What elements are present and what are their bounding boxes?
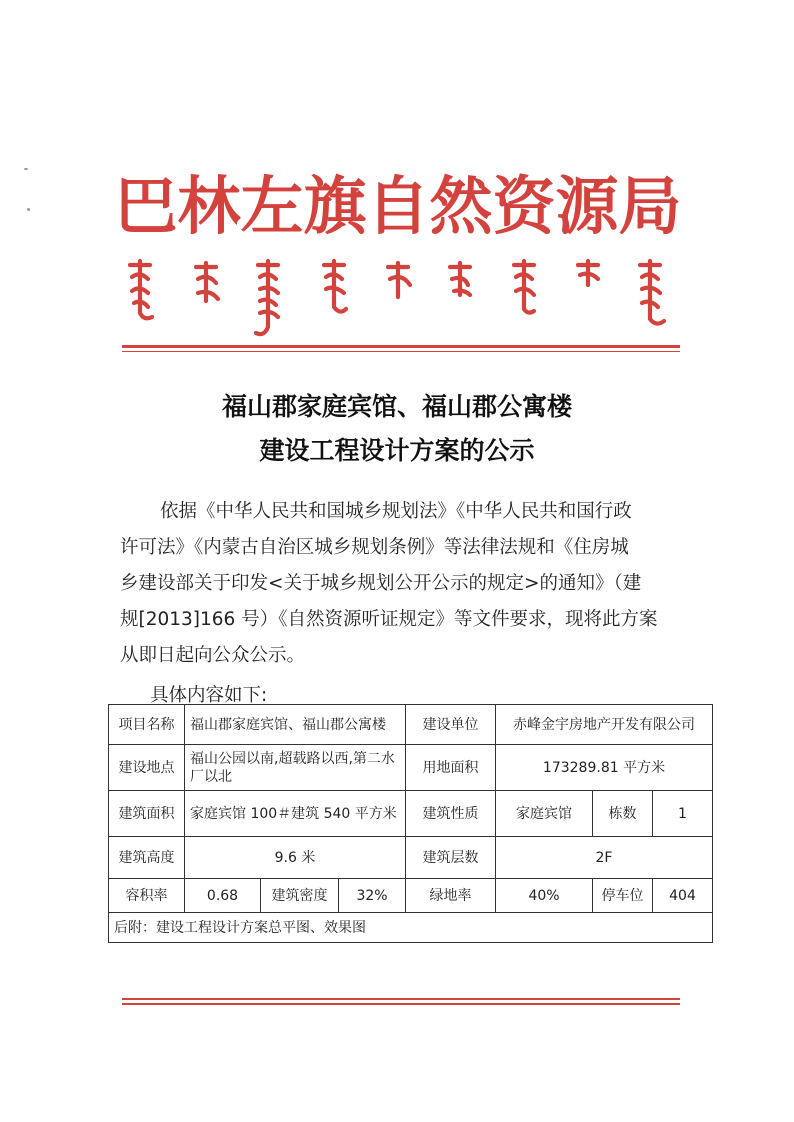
scan-speck xyxy=(24,168,28,170)
location-value: 福山公园以南,超载路以西,第二水厂以北 xyxy=(185,745,406,791)
red-rule-footer-2 xyxy=(122,1003,680,1005)
table-row xyxy=(109,791,713,837)
parking-label: 停车位 xyxy=(593,879,653,913)
red-rule-footer-1 xyxy=(122,998,680,1000)
density-value: 32% xyxy=(339,879,406,913)
far-value: 0.68 xyxy=(185,879,261,913)
height-label: 建筑高度 xyxy=(109,837,185,879)
builder-label: 建设单位 xyxy=(406,705,496,745)
mongolian-script-agency-name xyxy=(118,255,688,340)
far-label: 容积率 xyxy=(109,879,185,913)
body-line: 依据《中华人民共和国城乡规划法》《中华人民共和国行政 xyxy=(160,501,632,522)
green-value: 40% xyxy=(496,879,593,913)
land-area-label: 用地面积 xyxy=(406,745,496,791)
details-intro: 具体内容如下: xyxy=(150,685,268,706)
body-line: 规[2013]166 号）《自然资源听证规定》等文件要求，现将此方案 xyxy=(120,609,658,630)
notice-body xyxy=(120,494,706,674)
land-area-value: 173289.81 平方米 xyxy=(496,745,713,791)
project-name-label: 项目名称 xyxy=(109,705,185,745)
building-nature-value: 家庭宾馆 xyxy=(496,791,593,837)
document-title-line-2: 建设工程设计方案的公示 xyxy=(259,436,535,465)
agency-name: 巴林左旗自然资源局 xyxy=(114,170,682,243)
building-area-value: 家庭宾馆 100＃建筑 540 平方米 xyxy=(185,791,406,837)
height-value: 9.6 米 xyxy=(185,837,406,879)
floors-value: 2F xyxy=(496,837,713,879)
table-row xyxy=(109,913,713,943)
table-row xyxy=(109,745,713,791)
parking-value: 404 xyxy=(653,879,713,913)
attachment-note: 后附：建设工程设计方案总平图、效果图 xyxy=(109,913,713,943)
building-count-value: 1 xyxy=(653,791,713,837)
table-row xyxy=(109,879,713,913)
density-label: 建筑密度 xyxy=(261,879,339,913)
document-title-line-1: 福山郡家庭宾馆、福山郡公寓楼 xyxy=(221,392,572,421)
building-area-label: 建筑面积 xyxy=(109,791,185,837)
building-count-label: 栋数 xyxy=(593,791,653,837)
table-row xyxy=(109,705,713,745)
body-line: 乡建设部关于印发<关于城乡规划公开公示的规定>的通知》（建 xyxy=(120,573,642,594)
body-line: 许可法》《内蒙古自治区城乡规划条例》等法律法规和《住房城 xyxy=(120,537,629,558)
red-rule-thin xyxy=(122,351,680,352)
builder-value: 赤峰金宇房地产开发有限公司 xyxy=(496,705,713,745)
building-nature-label: 建筑性质 xyxy=(406,791,496,837)
green-label: 绿地率 xyxy=(406,879,496,913)
project-info-table xyxy=(108,704,713,943)
scan-speck xyxy=(27,208,30,211)
location-label: 建设地点 xyxy=(109,745,185,791)
table-row xyxy=(109,837,713,879)
floors-label: 建筑层数 xyxy=(406,837,496,879)
body-line: 从即日起向公众公示。 xyxy=(120,645,306,666)
project-name-value: 福山郡家庭宾馆、福山郡公寓楼 xyxy=(185,705,406,745)
red-rule-thick xyxy=(122,345,680,348)
